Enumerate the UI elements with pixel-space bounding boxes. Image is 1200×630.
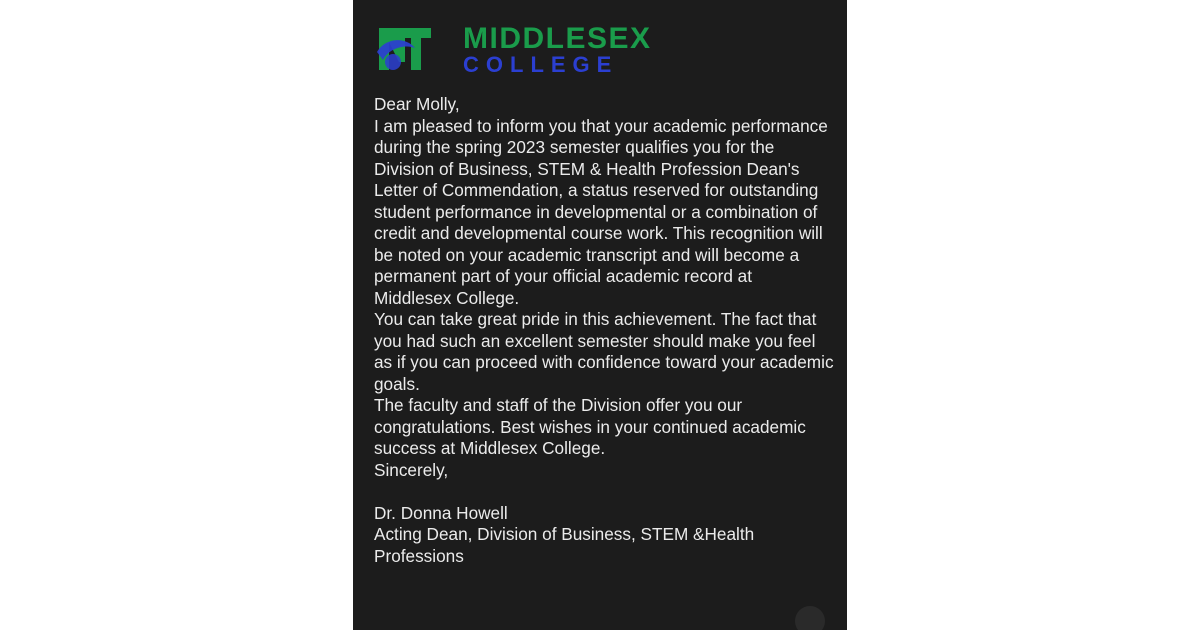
logo-line-college: COLLEGE xyxy=(463,52,619,77)
middlesex-college-monogram-icon xyxy=(375,22,435,76)
letter-paragraph-1: I am pleased to inform you that your academic performance during the spring 2023 semester qualifies you for the Division of Business, STEM & Health Profession Dean's Letter of Commendation, a status reserved for outstanding student performance in developmental or a combination of credit and developmental course work. This recognition will be noted on your academic transcript and will become a permanent part of your official academic record at Middlesex College. xyxy=(374,115,828,308)
corner-decoration xyxy=(795,606,825,630)
letter-body xyxy=(374,94,834,567)
letter-closing: Sincerely, xyxy=(374,459,449,480)
letter-signer-name: Dr. Donna Howell xyxy=(374,502,508,523)
letter-signer-title: Acting Dean, Division of Business, STEM &Health Professions xyxy=(374,524,755,566)
logo-line-middlesex: MIDDLESEX xyxy=(463,22,652,55)
letter-salutation: Dear Molly, xyxy=(374,94,460,114)
letter-card xyxy=(353,0,847,630)
letter-spacer xyxy=(374,481,834,503)
letter-paragraph-2: You can take great pride in this achievement. The fact that you had such an excellent semester should make you feel as if you can proceed with confidence toward your academic goals. xyxy=(374,309,834,394)
college-logo-text xyxy=(463,24,685,77)
letter-paragraph-3: The faculty and staff of the Division offer you our congratulations. Best wishes in your continued academic success at Middlesex College. xyxy=(374,395,806,458)
college-logo xyxy=(375,18,685,80)
